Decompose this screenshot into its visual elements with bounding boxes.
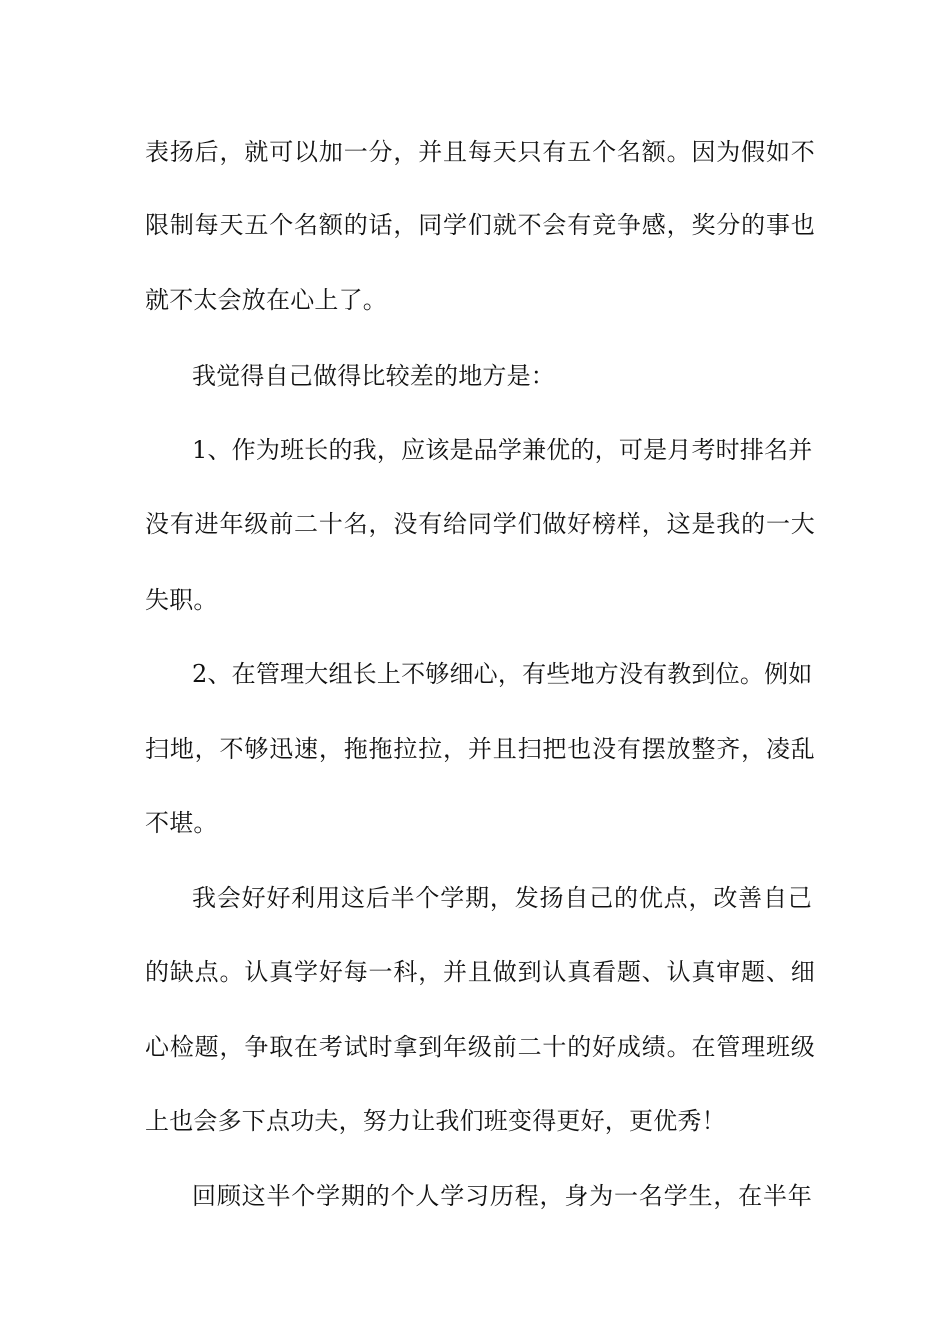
text-line: 表扬后，就可以加一分，并且每天只有五个名额。因为假如不: [145, 138, 815, 166]
text-line: 上也会多下点功夫，努力让我们班变得更好，更优秀！: [145, 1107, 726, 1135]
text-line: 失职。: [145, 586, 218, 614]
text-line: 就不太会放在心上了。: [145, 286, 387, 314]
paragraph-start-line: 2、在管理大组长上不够细心，有些地方没有教到位。例如: [192, 660, 813, 688]
text-line: 的缺点。认真学好每一科，并且做到认真看题、认真审题、细: [145, 958, 815, 986]
paragraph-start-line: 我会好好利用这后半个学期，发扬自己的优点，改善自己: [192, 884, 812, 912]
paragraph-start-line: 我觉得自己做得比较差的地方是：: [192, 362, 555, 390]
text-line: 限制每天五个名额的话，同学们就不会有竞争感，奖分的事也: [145, 211, 815, 239]
text-line: 心检题，争取在考试时拿到年级前二十的好成绩。在管理班级: [145, 1033, 815, 1061]
text-line: 扫地，不够迅速，拖拖拉拉，并且扫把也没有摆放整齐，凌乱: [145, 735, 815, 763]
text-line: 没有进年级前二十名，没有给同学们做好榜样，这是我的一大: [145, 510, 815, 538]
paragraph-start-line: 回顾这半个学期的个人学习历程，身为一名学生，在半年: [192, 1182, 812, 1210]
paragraph-start-line: 1、作为班长的我，应该是品学兼优的，可是月考时排名并: [192, 436, 813, 464]
text-line: 不堪。: [145, 809, 218, 837]
